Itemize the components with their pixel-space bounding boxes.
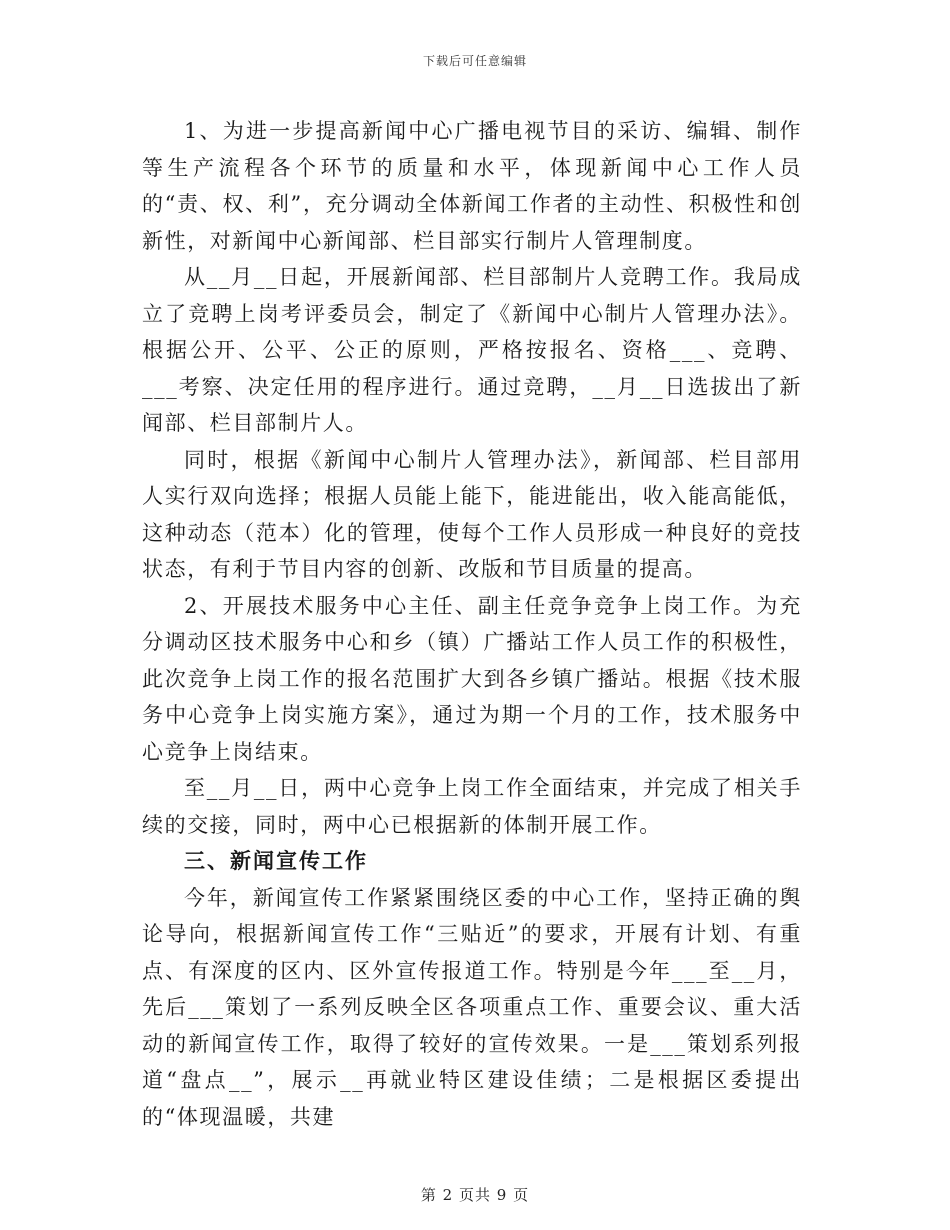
section-paragraph: 今年，新闻宣传工作紧紧围绕区委的中心工作，坚持正确的舆论导向，根据新闻宣传工作“三贴近”的要求，开展有计划、有重点、有深度的区内、区外宣传报道工作。特别是今年___至__月，先后___策划了一系列反映全区各项重点工作、重要会议、重大活动的新闻宣传工作，取得了较好的宣传效果。一是___策划系列报道“盘点__”，展示__再就业特区建设佳绩；二是根据区委提出的“体现温暖，共建 bbox=[142, 885, 802, 1129]
document-body bbox=[142, 113, 802, 1135]
page-header: 下载后可任意编辑 bbox=[422, 54, 527, 68]
paragraph-4: 2、开展技术服务中心主任、副主任竞争竞争上岗工作。为充分调动区技术服务中心和乡（镇）广播站工作人员工作的积极性，此次竞争上岗工作的报名范围扩大到各乡镇广播站。根据《技术服务中心竞争上岗实施方案》，通过为期一个月的工作，技术服务中心竞争上岗结束。 bbox=[142, 593, 802, 764]
paragraph-2: 从__月__日起，开展新闻部、栏目部制片人竞聘工作。我局成立了竞聘上岗考评委员会，制定了《新闻中心制片人管理办法》。根据公开、公平、公正的原则，严格按报名、资格___、竞聘、___考察、决定任用的程序进行。通过竞聘，__月__日选拔出了新闻部、栏目部制片人。 bbox=[142, 265, 802, 435]
section-heading: 三、新闻宣传工作 bbox=[184, 848, 368, 873]
paragraph-5: 至__月__日，两中心竞争上岗工作全面结束，并完成了相关手续的交接，同时，两中心已根据新的体制开展工作。 bbox=[142, 776, 802, 837]
page-footer: 第 2 页共 9 页 bbox=[420, 1186, 530, 1204]
paragraph-1: 1、为进一步提高新闻中心广播电视节目的采访、编辑、制作等生产流程各个环节的质量和水平，体现新闻中心工作人员的“责、权、利”，充分调动全体新闻工作者的主动性、积极性和创新性，对新闻中心新闻部、栏目部实行制片人管理制度。 bbox=[142, 119, 802, 253]
paragraph-3: 同时，根据《新闻中心制片人管理办法》，新闻部、栏目部用人实行双向选择；根据人员能上能下，能进能出，收入能高能低，这种动态（范本）化的管理，使每个工作人员形成一种良好的竞技状态，有利于节目内容的创新、改版和节目质量的提高。 bbox=[142, 447, 802, 581]
